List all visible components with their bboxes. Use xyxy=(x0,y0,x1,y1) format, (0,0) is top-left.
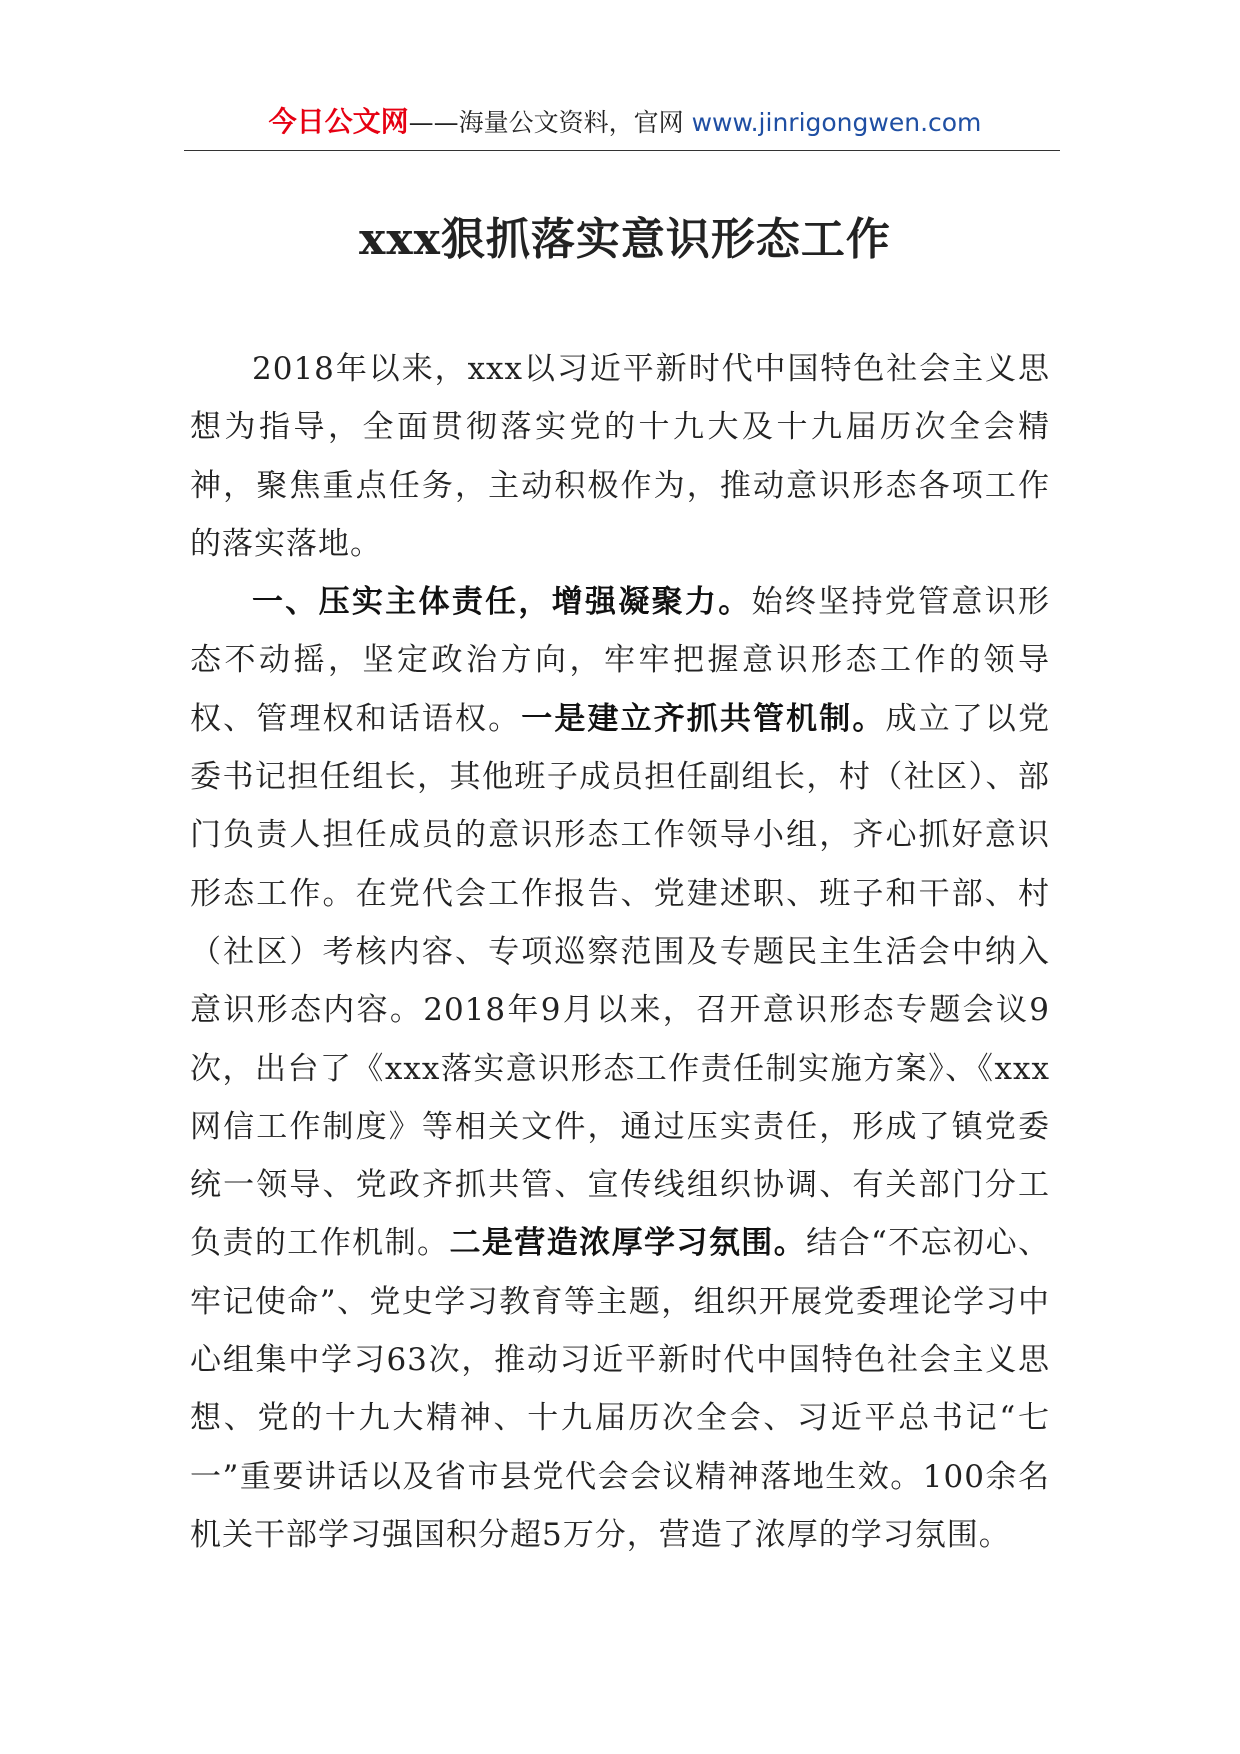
site-brand: 今日公文网 xyxy=(268,105,409,138)
point-2-label: 二是营造浓厚学习氛围。 xyxy=(449,1225,807,1262)
section-1-paragraph xyxy=(190,573,1050,1564)
site-tagline: ——海量公文资料，官网 xyxy=(408,108,692,137)
site-header xyxy=(190,102,1060,143)
point-2-text: 结合“不忘初心、牢记使命”、党史学习教育等主题，组织开展党委理论学习中心组集中学习63次，推动习近平新时代中国特色社会主义思想、党的十九大精神、十九届历次全会、习近平总书记“七一”重要讲话以及省市县党代会会议精神落地生效。100余名机关干部学习强国积分超5万分，营造了浓厚的学习氛围。 xyxy=(190,1225,1051,1553)
document-body xyxy=(190,340,1050,1564)
document-title: xxx狠抓落实意识形态工作 xyxy=(359,214,891,265)
section-1-text: 始终坚持党管意识形态不动摇，坚定政治方向，牢牢把握意识形态工作的领导权、管理权和话语权。 xyxy=(190,584,1051,737)
point-1-text: 成立了以党委书记担任组长，其他班子成员担任副组长，村（社区）、部门负责人担任成员的意识形态工作领导小组，齐心抓好意识形态工作。在党代会工作报告、党建述职、班子和干部、村（社区）考核内容、专项巡察范围及专题民主生活会中纳入意识形态内容。2018年9月以来，召开意识形态专题会议9次，出台了《xxx落实意识形态工作责任制实施方案》、《xxx网信工作制度》等相关文件，通过压实责任，形成了镇党委统一领导、党政齐抓共管、宣传线组织协调、有关部门分工负责的工作机制。 xyxy=(190,700,1051,1262)
site-url-link[interactable]: www.jinrigongwen.com xyxy=(691,108,982,137)
point-1-label: 一是建立齐抓共管机制。 xyxy=(521,700,886,737)
section-1-heading: 一、压实主体责任，增强凝聚力。 xyxy=(252,584,752,621)
header-divider xyxy=(184,150,1060,151)
intro-paragraph: 2018年以来，xxx以习近平新时代中国特色社会主义思想为指导，全面贯彻落实党的十九大及十九届历次全会精神，聚焦重点任务，主动积极作为，推动意识形态各项工作的落实落地。 xyxy=(190,351,1050,562)
